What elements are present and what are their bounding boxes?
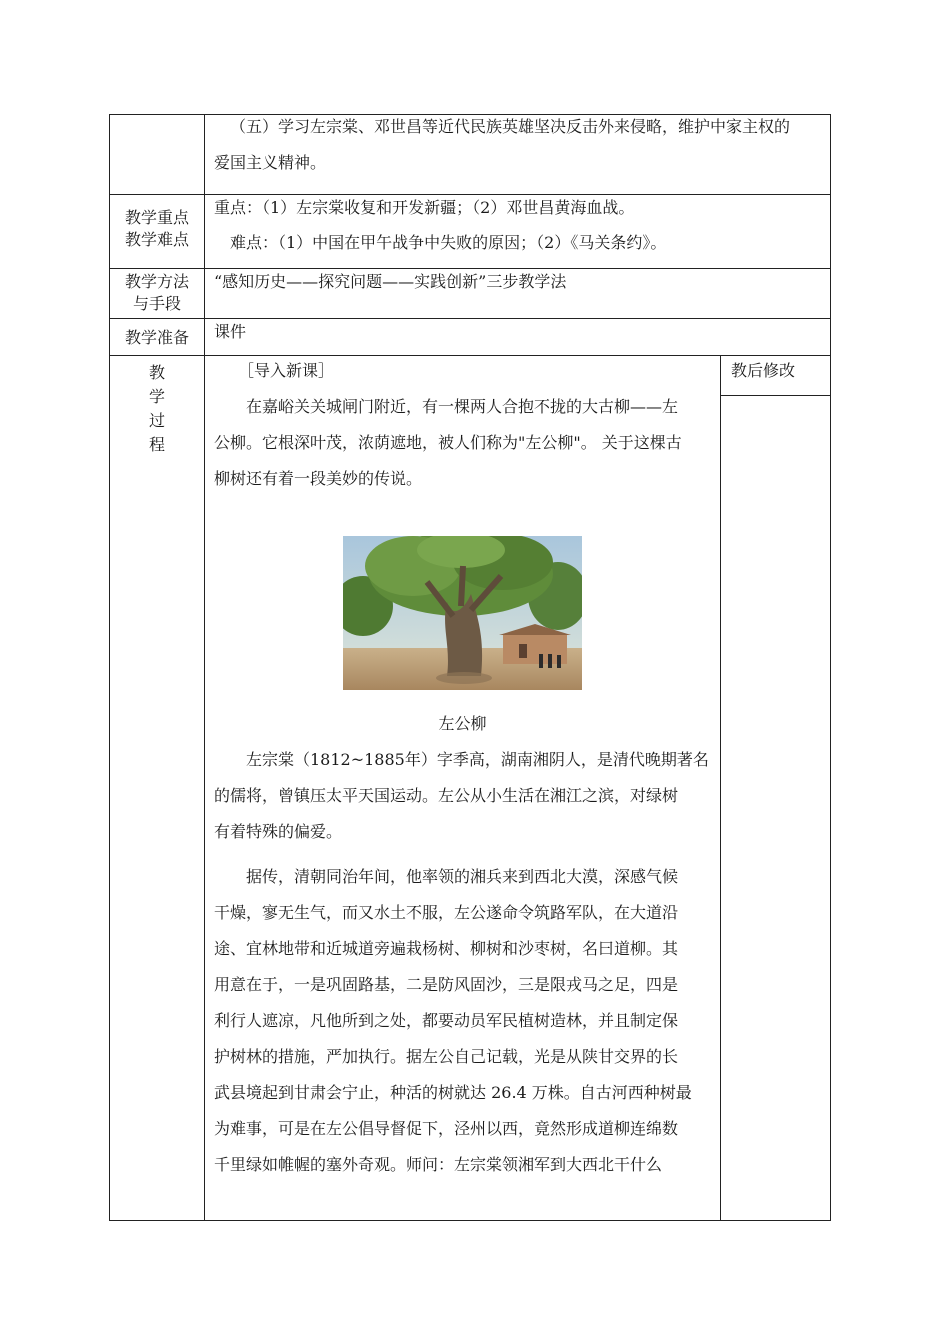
row-divider — [109, 318, 831, 319]
willow-tree-photo — [343, 536, 582, 690]
focus-text: 重点：（1）左宗棠收复和开发新疆；（2）邓世昌黄海血战。 — [214, 198, 635, 217]
table-border-right — [830, 114, 831, 1221]
key-points-label: 教学重点 教学难点 — [124, 208, 189, 249]
section-heading: ［导入新课］ — [238, 361, 335, 380]
legend-paragraph: 据传，清朝同治年间，他率领的湘兵来到西北大漠，深感气候 干燥，寥无生气，而又水土不服，左公遂命令筑路军队，在大道沿 途、宜林地带和近城道旁遍栽杨树、柳树和沙枣树，名曰道柳。其 用意在于，一是巩固路基，二是防风固沙，三是限戎马之足，四是 利行人遮凉，凡他所到之处，都要动员军民植树造林，并且制定保 护树林的措施，严加执行。据左公自己记载，光是从陕甘交界的长 武县境起到甘肃会宁止，种活的树就达 26.4 万株。自古河西种树最 为难事，可是在左公倡导督促下，泾州以西，竟然形成道柳连绵数 千里绿如帷幄的塞外奇观。师问：左宗棠领湘军到大西北干什么 — [214, 867, 692, 1174]
row-divider — [109, 268, 831, 269]
objectives-line: （五）学习左宗棠、邓世昌等近代民族英雄坚决反击外来侵略，维护中家主权的 — [230, 117, 791, 136]
row-divider — [109, 194, 831, 195]
biography-paragraph: 左宗棠（1812~1885年）字季高，湖南湘阴人，是清代晚期著名 的儒将，曾镇压太平天国运动。左公从小生活在湘江之滨，对绿树 有着特殊的偏爱。 — [214, 750, 709, 841]
difficulty-text: 难点：（1）中国在甲午战争中失败的原因；（2）《马关条约》。 — [230, 233, 667, 252]
process-label: 教 学 过 程 — [148, 363, 165, 454]
label-column-divider — [204, 114, 205, 1221]
method-label: 教学方法 与手段 — [124, 272, 189, 313]
objectives-text — [214, 109, 790, 181]
image-caption: 左公柳 — [438, 714, 487, 733]
revision-header-divider — [720, 395, 831, 396]
objectives-line: 爱国主义精神。 — [214, 153, 327, 172]
method-value: “感知历史——探究问题——实践创新”三步教学法 — [214, 272, 567, 291]
preparation-label: 教学准备 — [124, 328, 189, 347]
intro-paragraph: 在嘉峪关关城闸门附近，有一棵两人合抱不拢的大古柳——左 公柳。它根深叶茂，浓荫遮地，被人们称为"左公柳"。 关于这棵古 柳树还有着一段美妙的传说。 — [214, 397, 682, 488]
row-divider — [109, 355, 831, 356]
preparation-value: 课件 — [214, 322, 247, 341]
revision-header: 教后修改 — [731, 361, 796, 380]
table-border-bottom — [109, 1220, 831, 1221]
revision-column-divider — [720, 355, 721, 1221]
